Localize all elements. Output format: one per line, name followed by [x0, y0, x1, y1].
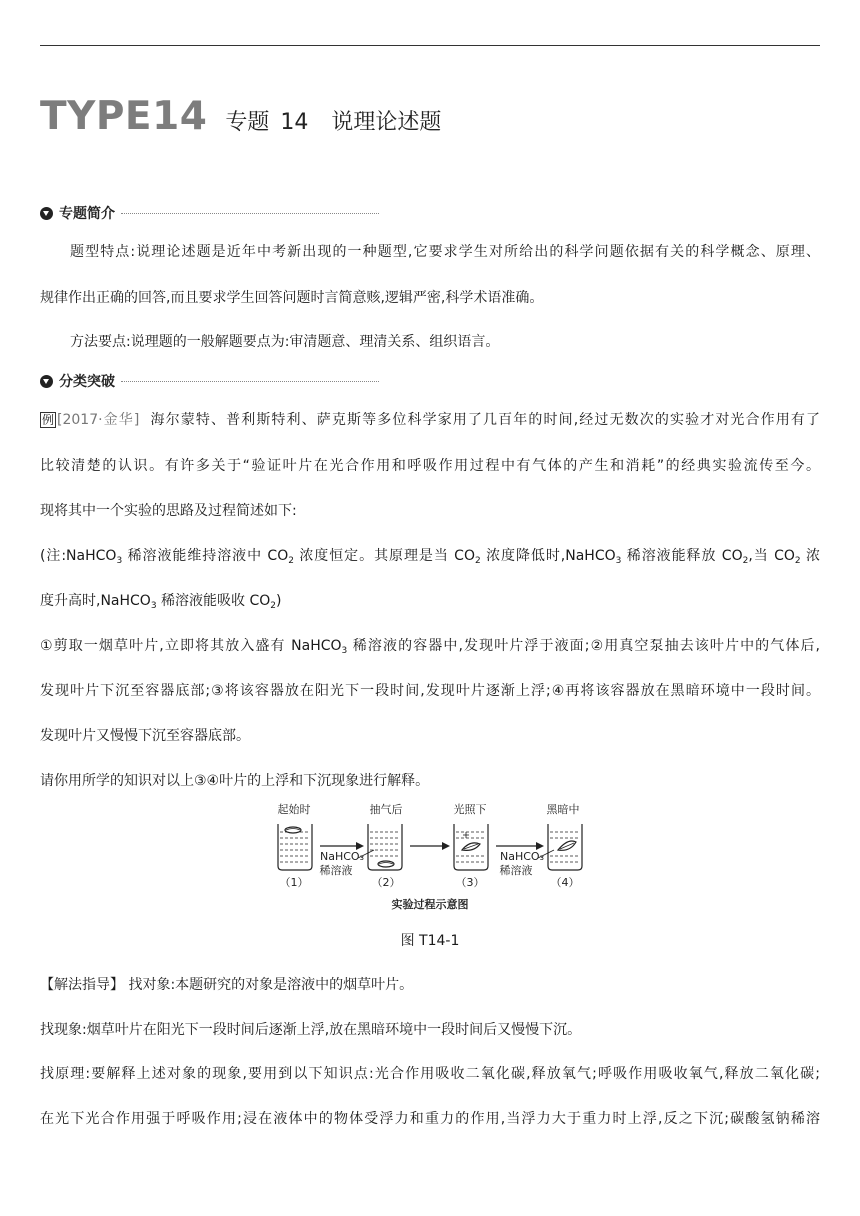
- topic-number: 14: [280, 110, 309, 135]
- type-code: TYPE14: [40, 94, 208, 139]
- example-badge: 例: [42, 413, 55, 427]
- procedure-line3: 发现叶片又慢慢下沉至容器底部。: [40, 728, 250, 744]
- intro-para1-line2: 规律作出正确的回答,而且要求学生回答问题时言简意赅,逻辑严密,科学术语准确。: [40, 290, 544, 306]
- note-line2: 度升高时,NaHCO$_3$ 稀溶液能吸收 $CO_2$): [40, 593, 282, 611]
- top-rule: [40, 45, 820, 46]
- solution-label: NaHCO₃: [320, 850, 364, 863]
- stage-label-4: 黑暗中: [546, 803, 580, 816]
- solution-label: NaHCO₃: [500, 850, 544, 863]
- beaker-2: [368, 824, 402, 870]
- step-number-2: （2）: [371, 876, 401, 889]
- beaker-4: [548, 824, 582, 870]
- solution-label: 稀溶液: [319, 864, 353, 877]
- solution-label: 稀溶液: [499, 864, 533, 877]
- section-title: 分类突破: [59, 374, 115, 390]
- guide-line1: 【解法指导】 找对象:本题研究的对象是溶液中的烟草叶片。: [40, 977, 414, 993]
- page-title: [40, 94, 441, 139]
- note-line1: (注:NaHCO$_3$ 稀溶液能维持溶液中 $CO_2$ 浓度恒定。其原理是当 $CO_2$ 浓度降低时,NaHCO$_3$ 稀溶液能释放 $CO_2$,当 $CO_2$ 浓: [40, 548, 821, 566]
- dotted-leader: [121, 213, 379, 214]
- triangle-marker-icon: [40, 207, 53, 220]
- diagram-title: 实验过程示意图: [391, 898, 469, 911]
- section-header-practice: [40, 371, 379, 391]
- topic-title: [225, 105, 441, 136]
- stage-label-1: 起始时: [277, 803, 311, 816]
- step-number-1: （1）: [279, 876, 309, 889]
- guide-label: 【解法指导】: [40, 977, 124, 993]
- example-text: 海尔蒙特、普利斯特利、萨克斯等多位科学家用了几百年的时间,经过无数次的实验才对光合作用有了: [150, 412, 821, 428]
- example-source: [2017·金华]: [57, 412, 140, 428]
- guide-line4: 在光下光合作用强于呼吸作用;浸在液体中的物体受浮力和重力的作用,当浮力大于重力时上浮,反之下沉;碳酸氢钠稀溶: [40, 1111, 820, 1127]
- beaker-3: [454, 824, 488, 870]
- arrow-1: [320, 842, 375, 877]
- step-number-4: （4）: [550, 876, 580, 889]
- stage-label-3: 光照下: [453, 803, 487, 816]
- beaker-1: [278, 824, 312, 870]
- triangle-marker-icon: [40, 375, 53, 388]
- procedure-line1: ①剪取一烟草叶片,立即将其放入盛有 NaHCO$_3$ 稀溶液的容器中,发现叶片浮于液面;②用真空泵抽去该叶片中的气体后,: [40, 638, 820, 656]
- example-line1: [40, 410, 820, 430]
- topic-name: 说理论述题: [331, 110, 442, 135]
- procedure-line2: 发现叶片下沉至容器底部;③将该容器放在阳光下一段时间,发现叶片逐渐上浮;④再将该容器放在黑暗环境中一段时间。: [40, 683, 820, 699]
- figure-caption: 图 T14-1: [400, 933, 460, 949]
- topic-prefix: 专题: [225, 110, 270, 135]
- stage-label-2: 抽气后: [369, 803, 403, 816]
- intro-para2: 方法要点:说理题的一般解题要点为:审清题意、理清关系、组织语言。: [70, 334, 500, 350]
- example-line2: 比较清楚的认识。有许多关于“验证叶片在光合作用和呼吸作用过程中有气体的产生和消耗”的经典实验流传至今。: [40, 458, 820, 474]
- guide-line2: 找现象:烟草叶片在阳光下一段时间后逐渐上浮,放在黑暗环境中一段时间后又慢慢下沉。: [40, 1022, 582, 1038]
- step-number-3: （3）: [455, 876, 485, 889]
- arrow-3: [496, 842, 554, 877]
- question-line: 请你用所学的知识对以上③④叶片的上浮和下沉现象进行解释。: [40, 773, 430, 789]
- intro-para1-line1: 题型特点:说理论述题是近年中考新出现的一种题型,它要求学生对所给出的科学问题依据有关的科学概念、原理、: [70, 244, 820, 260]
- dotted-leader: [121, 381, 379, 382]
- section-title: 专题简介: [59, 206, 115, 222]
- example-line3: 现将其中一个实验的思路及过程简述如下:: [40, 503, 297, 519]
- experiment-diagram: [270, 802, 590, 914]
- guide-line3: 找原理:要解释上述对象的现象,要用到以下知识点:光合作用吸收二氧化碳,释放氧气;呼吸作用吸收氧气,释放二氧化碳;: [40, 1066, 820, 1082]
- section-header-intro: [40, 203, 379, 223]
- arrow-2: [410, 842, 450, 850]
